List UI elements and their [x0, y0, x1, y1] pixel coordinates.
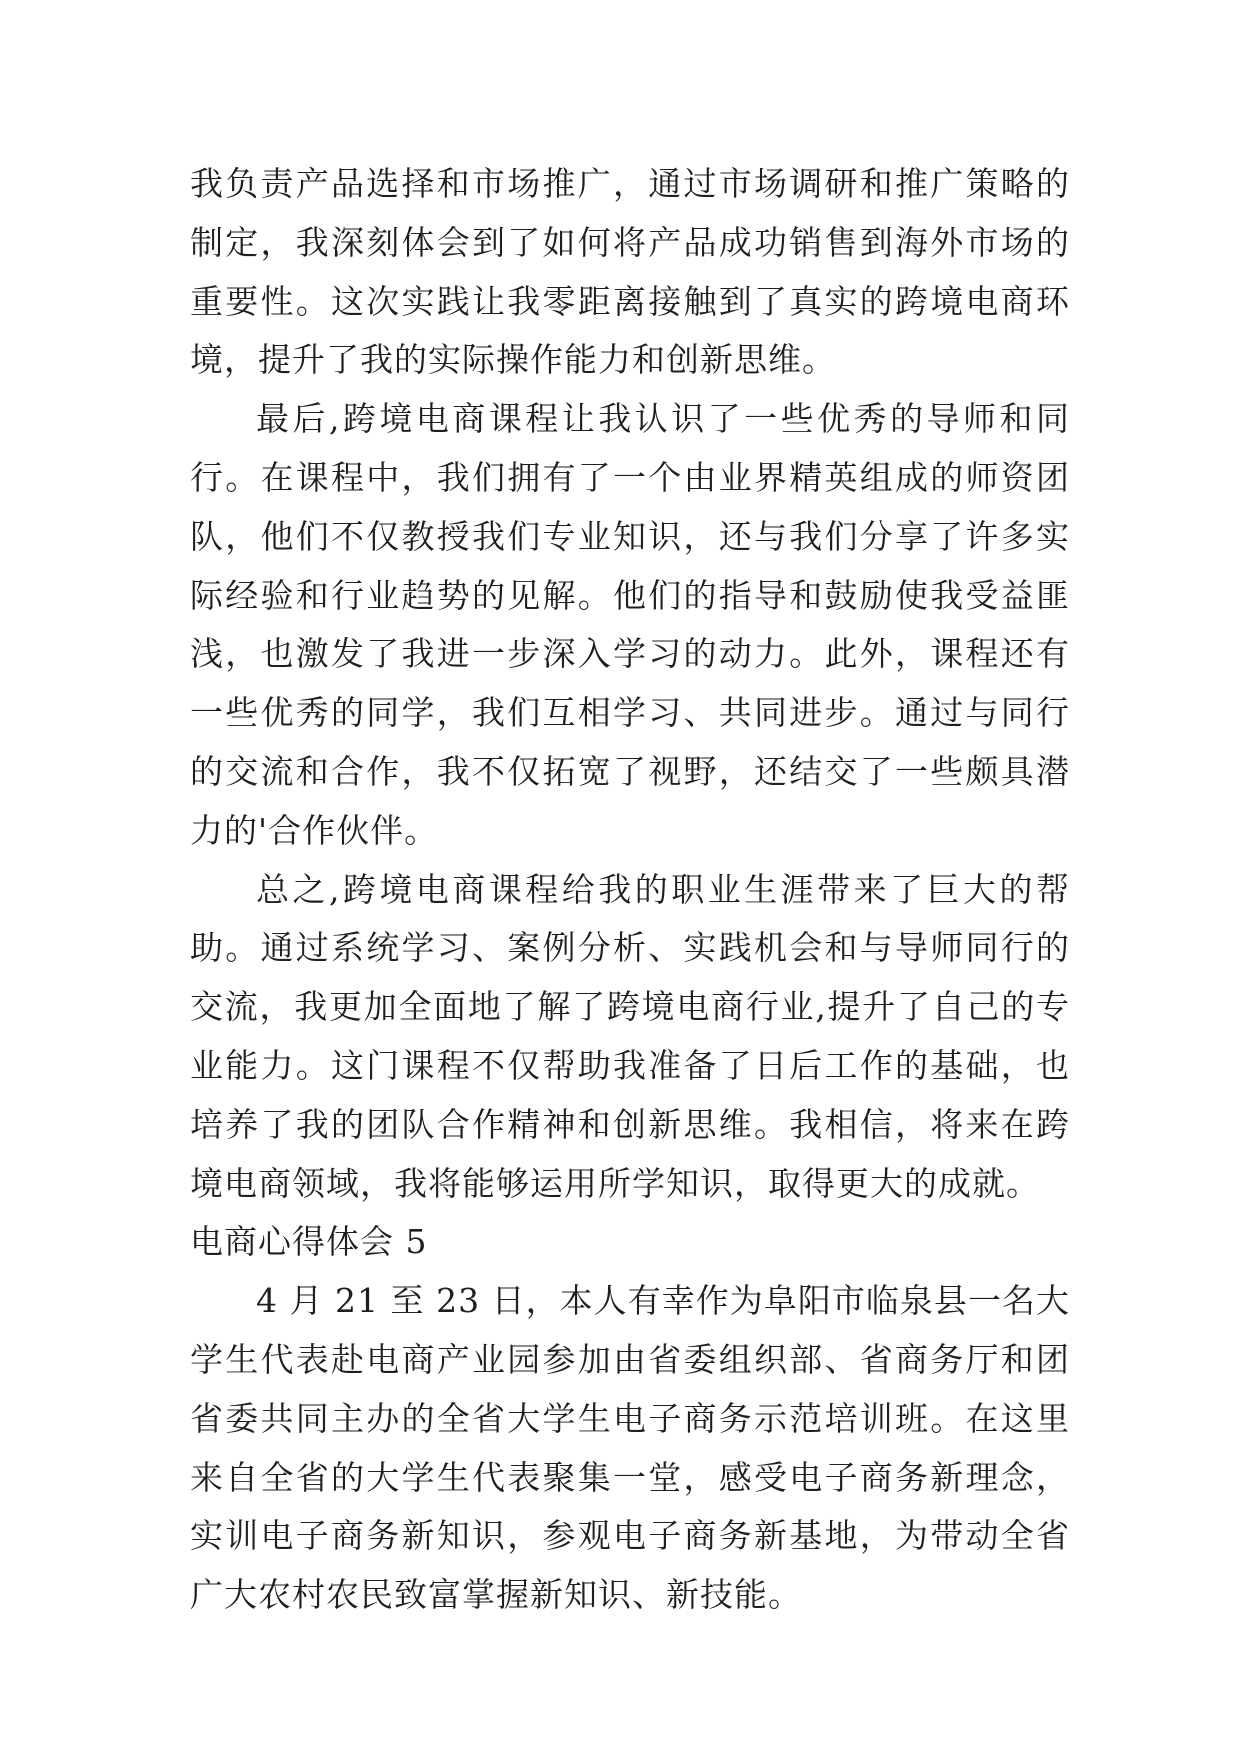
section-heading: 电商心得体会 5 — [190, 1222, 428, 1262]
document-body — [190, 155, 1070, 1625]
paragraph-conclusion: 总之,跨境电商课程给我的职业生涯带来了巨大的帮助。通过系统学习、案例分析、实践机会和与导师同行的交流，我更加全面地了解了跨境电商行业,提升了自己的专业能力。这门课程不仅帮助我准备了日后工作的基础，也培养了我的团队合作精神和创新思维。我相信，将来在跨境电商领域，我将能够运用所学知识，取得更大的成就。 — [190, 869, 1070, 1203]
paragraph-continuation: 我负责产品选择和市场推广，通过市场调研和推广策略的制定，我深刻体会到了如何将产品成功销售到海外市场的重要性。这次实践让我零距离接触到了真实的跨境电商环境，提升了我的实际操作能力和创新思维。 — [190, 164, 1070, 380]
paragraph-training: 4 月 21 至 23 日，本人有幸作为阜阳市临泉县一名大学生代表赴电商产业园参加由省委组织部、省商务厅和团省委共同主办的全省大学生电子商务示范培训班。在这里来自全省的大学生代表聚集一堂，感受电子商务新理念，实训电子商务新知识，参观电子商务新基地，为带动全省广大农村农民致富掌握新知识、新技能。 — [190, 1281, 1070, 1615]
paragraph-mentors: 最后,跨境电商课程让我认识了一些优秀的导师和同行。在课程中，我们拥有了一个由业界精英组成的师资团队，他们不仅教授我们专业知识，还与我们分享了许多实际经验和行业趋势的见解。他们的指导和鼓励使我受益匪浅，也激发了我进一步深入学习的动力。此外，课程还有一些优秀的同学，我们互相学习、共同进步。通过与同行的交流和合作，我不仅拓宽了视野，还结交了一些颇具潜力的'合作伙伴。 — [190, 399, 1070, 850]
